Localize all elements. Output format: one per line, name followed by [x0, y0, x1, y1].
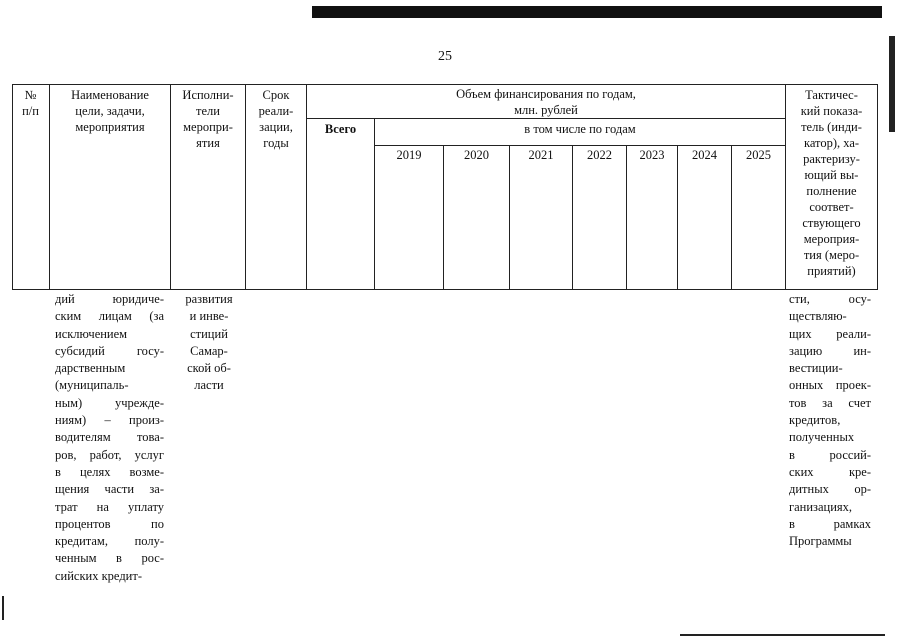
scan-left-mark [2, 596, 4, 620]
text-line: трат на уплату [55, 499, 164, 514]
body-indicator-text [789, 291, 871, 550]
text-line: Самар- [190, 343, 228, 358]
text-line: щих реали- [789, 326, 871, 341]
text-line: Программы [789, 534, 852, 549]
text-line: ской об- [187, 361, 231, 376]
header-year-2024: 2024 [692, 148, 717, 162]
text-line: (муниципаль- [55, 378, 129, 393]
text-line: кредитов, [789, 413, 841, 428]
header-total: Всего [324, 122, 357, 136]
text-line: ров, работ, услуг [55, 447, 164, 462]
header-year-2021: 2021 [528, 148, 554, 162]
text-line: исключением [55, 326, 128, 341]
text-line: онных проек- [789, 378, 871, 393]
text-line: в целях возме- [55, 464, 164, 479]
scan-right-edge-mark [889, 36, 895, 132]
text-line: кредитам, полу- [55, 534, 164, 549]
header-name: Наименование цели, задачи, мероприятия [71, 88, 149, 134]
text-line: дий юридиче- [55, 292, 164, 306]
text-line: дитных ор- [789, 482, 871, 497]
header-year-2025: 2025 [746, 148, 771, 162]
text-line: ским лицам (за [55, 309, 164, 324]
text-line: тов за счет [789, 395, 871, 410]
text-line: в россий- [789, 447, 871, 462]
text-line: и инве- [189, 309, 229, 324]
text-line: вестиции- [789, 361, 843, 376]
header-executors: Исполни- тели меропри- ятия [182, 88, 234, 150]
text-line: ских кре- [789, 464, 871, 479]
text-line: щения части за- [55, 482, 164, 497]
text-line: полученных [789, 430, 855, 445]
header-number: № п/п [22, 88, 39, 118]
body-name-text [55, 291, 164, 585]
financing-table-header [12, 84, 877, 290]
text-line: сийских кредит- [55, 568, 142, 583]
header-year-2019: 2019 [396, 148, 422, 162]
text-line: дарственным [55, 361, 126, 376]
text-line: ганизациях, [789, 499, 853, 514]
text-line: стиций [190, 326, 228, 341]
text-line: зацию ин- [789, 343, 871, 358]
scan-top-bar [312, 6, 882, 18]
scan-bottom-line [680, 634, 885, 636]
page-number: 25 [438, 49, 452, 64]
header-term: Срок реали- зации, годы [258, 88, 294, 150]
text-line: ченным в рос- [55, 551, 164, 566]
header-year-2023: 2023 [639, 148, 665, 162]
text-line: процентов по [55, 516, 164, 531]
text-line: ным) учрежде- [55, 395, 164, 410]
header-year-2020: 2020 [464, 148, 489, 162]
header-indicator: Тактичес- кий показа- тель (инди- катор), ха- рактеризу- ющий вы- полнение соответ- ствующего мероприя- тия (меро- приятий) [800, 88, 863, 278]
text-line: развития [185, 292, 233, 306]
text-line: сти, осу- [789, 292, 871, 306]
text-line: ласти [194, 378, 224, 393]
body-executors-text [178, 291, 240, 395]
text-line: водителям това- [55, 430, 164, 445]
text-line: в рамках [789, 516, 871, 531]
header-year-2022: 2022 [587, 148, 612, 162]
text-line: ниям) – произ- [55, 413, 164, 428]
header-by-year: в том числе по годам [524, 122, 636, 136]
header-funding: Объем финансирования по годам, млн. рублей [456, 87, 636, 117]
text-line: субсидий госу- [55, 343, 164, 358]
text-line: ществляю- [789, 309, 847, 324]
